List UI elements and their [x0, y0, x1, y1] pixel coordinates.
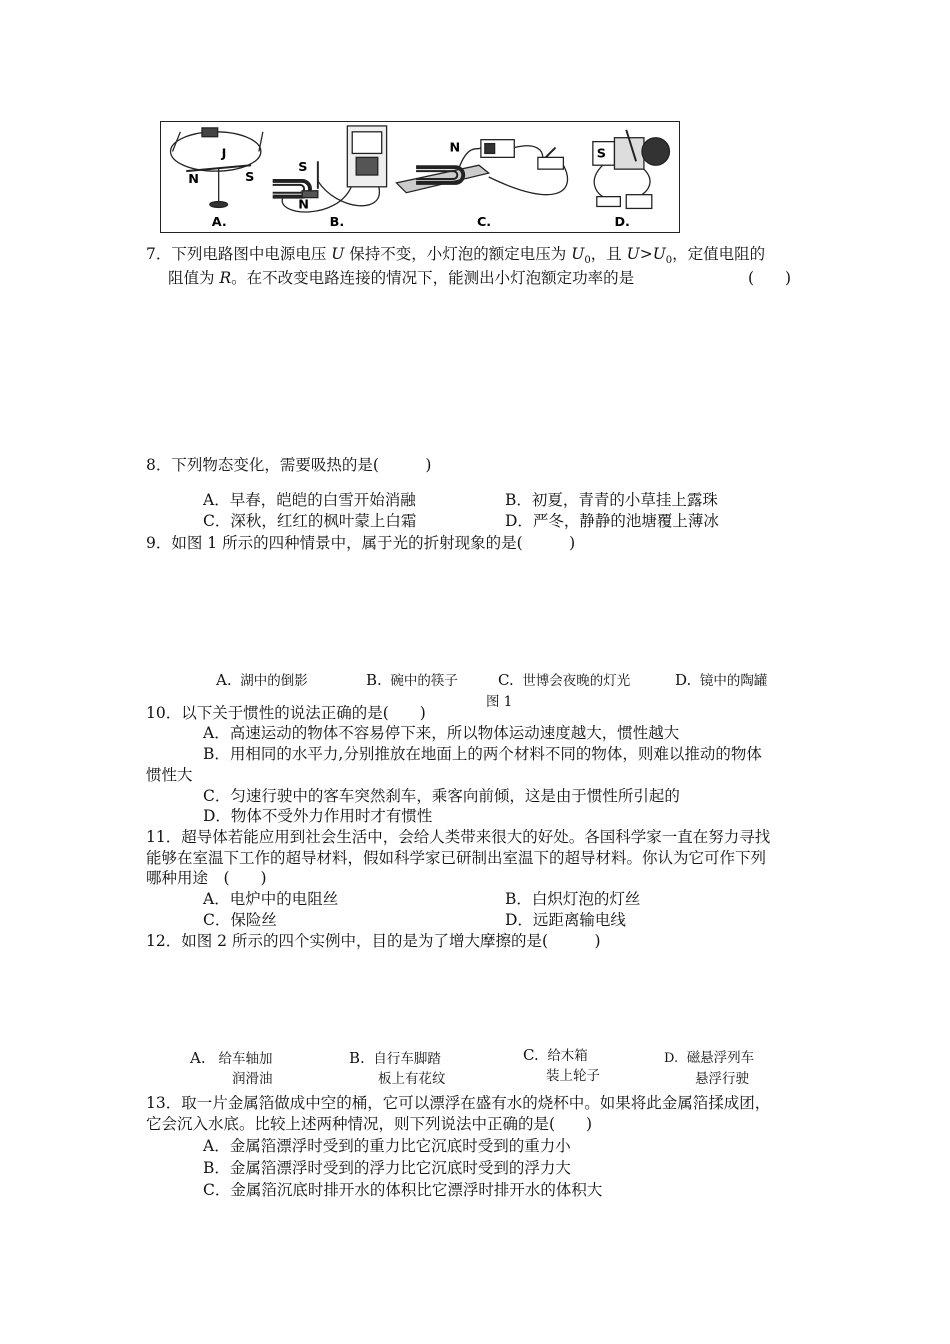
experiment-figure	[160, 121, 680, 233]
pole-label-j: J	[221, 146, 227, 162]
figure-c-label: C.	[476, 215, 492, 231]
q8-option-c: C．深秋，红红的枫叶蒙上白霜	[203, 512, 417, 530]
q12-option-c-line-2: 装上轮子	[546, 1068, 600, 1084]
experiment-figure-drawing	[161, 122, 679, 232]
q10-stem: 10．以下关于惯性的说法正确的是( )	[146, 704, 426, 722]
q12-option-b-letter: B.	[349, 1049, 365, 1067]
q10-option-b-line-1: B．用相同的水平力,分别推放在地面上的两个材料不同的物体，则难以推动的物体	[203, 745, 762, 763]
q7-text-e: 阻值为	[168, 269, 220, 287]
q12-option-c-line-1: 给木箱	[547, 1048, 588, 1064]
q9-option-a-letter: A.	[216, 671, 232, 689]
q11-option-b: B．白炽灯泡的灯丝	[505, 890, 641, 908]
q9-option-b-letter: B.	[366, 671, 382, 689]
q12-option-d-line-2: 悬浮行驶	[695, 1071, 749, 1087]
q7-text-a: 7．下列电路图中电源电压	[146, 245, 332, 263]
figure-c-sketch	[396, 140, 567, 195]
q7-var-r: R	[219, 269, 232, 287]
q12-option-c	[523, 1046, 588, 1065]
q8-option-b: B．初夏，青青的小草挂上露珠	[505, 491, 718, 509]
q11-line-3: 哪种用途 ( )	[146, 869, 267, 887]
q9-option-c-letter: C.	[498, 671, 514, 689]
q12-option-a-letter: A.	[190, 1049, 206, 1067]
q12-option-a-line-1: 给车轴加	[218, 1051, 273, 1067]
q13-option-c: C．金属箔沉底时排开水的体积比它漂浮时排开水的体积大	[203, 1181, 603, 1199]
q9-option-d-text: 镜中的陶罐	[699, 673, 768, 689]
q8-stem: 8．下列物态变化，需要吸热的是( )	[146, 456, 432, 474]
pole-label-s2: S	[298, 160, 308, 176]
q9-option-b	[366, 671, 458, 690]
q11-line-2: 能够在室温下工作的超导材料，假如科学家已研制出室温下的超导材料。你认为它可作下列	[146, 849, 767, 867]
pole-label-s4: S	[596, 146, 606, 162]
figure-d-label: D.	[614, 215, 630, 231]
q7-text-c: ，且	[590, 245, 627, 263]
pole-label-s: S	[245, 169, 255, 185]
figure-d-sketch	[593, 130, 670, 209]
figure-b-sketch	[273, 126, 387, 212]
q7-var-u0: U	[571, 245, 585, 263]
q10-option-a: A．高速运动的物体不容易停下来，所以物体运动速度越大，惯性越大	[203, 724, 680, 742]
q12-option-a	[190, 1049, 272, 1068]
q7-answer-bracket: ( )	[748, 269, 792, 287]
q12-option-d-letter: D.	[664, 1051, 679, 1066]
q11-option-d: D．远距离输电线	[505, 911, 626, 929]
q9-option-a-text: 湖中的倒影	[240, 673, 308, 689]
q9-option-d	[675, 671, 767, 690]
q7-sub-0: 0	[584, 255, 591, 267]
figure-a-sketch	[171, 128, 263, 208]
q7-var-u0-2: U	[652, 245, 666, 263]
q12-option-b-line-2: 板上有花纹	[378, 1071, 446, 1087]
q12-option-b	[349, 1049, 441, 1068]
q9-option-c	[498, 671, 630, 690]
q11-line-1: 11．超导体若能应用到社会生活中，会给人类带来很大的好处。各国科学家一直在努力寻找	[146, 828, 771, 846]
q10-option-c: C．匀速行驶中的客车突然刹车，乘客向前倾，这是由于惯性所引起的	[203, 787, 680, 805]
q8-option-a: A．早春，皑皑的白雪开始消融	[203, 491, 416, 509]
q7-var-u: U	[331, 245, 345, 263]
pole-label-n2: N	[298, 197, 309, 213]
q7-var-u-2: U	[626, 245, 640, 263]
q9-option-d-letter: D.	[675, 671, 692, 689]
q12-option-d	[664, 1049, 754, 1068]
q7-text-b: 保持不变，小灯泡的额定电压为	[344, 245, 572, 263]
q13-option-a: A．金属箔漂浮时受到的重力比它沉底时受到的重力小	[203, 1137, 571, 1155]
q12-option-c-letter: C.	[523, 1046, 539, 1064]
q13-line-2: 它会沉入水底。比较上述两种情况，则下列说法中正确的是( )	[146, 1115, 593, 1133]
q7-line-2	[168, 268, 634, 288]
q11-option-c: C．保险丝	[203, 911, 277, 929]
q9-stem: 9．如图 1 所示的四种情景中，属于光的折射现象的是( )	[146, 534, 576, 552]
q10-option-b-line-2: 惯性大	[146, 766, 193, 784]
figure-b-label: B.	[329, 215, 345, 231]
q12-option-a-line-2: 润滑油	[232, 1071, 273, 1087]
q8-option-d: D．严冬，静静的池塘覆上薄冰	[505, 512, 719, 530]
q9-option-a	[216, 671, 308, 690]
q13-line-1: 13．取一片金属箔做成中空的桶，它可以漂浮在盛有水的烧杯中。如果将此金属箔揉成团，	[146, 1094, 771, 1112]
q12-stem: 12．如图 2 所示的四个实例中，目的是为了增大摩擦的是( )	[146, 932, 601, 950]
q13-option-b: B．金属箔漂浮时受到的浮力比它沉底时受到的浮力大	[203, 1159, 571, 1177]
pole-label-n: N	[188, 171, 199, 187]
q7-sub-0-2: 0	[665, 255, 673, 267]
q12-option-b-line-1: 自行车脚踏	[373, 1051, 441, 1067]
q9-figure-caption: 图 1	[486, 694, 513, 710]
q10-option-d: D．物体不受外力作用时才有惯性	[203, 807, 433, 825]
figure-a-label: A.	[211, 215, 227, 231]
q12-option-d-line-1: 磁悬浮列车	[686, 1050, 755, 1066]
q7-gt: >	[639, 245, 653, 263]
q11-option-a: A．电炉中的电阻丝	[203, 890, 339, 908]
q9-option-c-text: 世博会夜晚的灯光	[522, 673, 631, 689]
q9-option-b-text: 碗中的筷子	[390, 673, 458, 689]
pole-label-n3: N	[449, 140, 461, 156]
q7-text-d: ，定值电阻的	[672, 245, 766, 263]
q7-text-f: 。在不改变电路连接的情况下，能测出小灯泡额定功率的是	[231, 269, 635, 287]
